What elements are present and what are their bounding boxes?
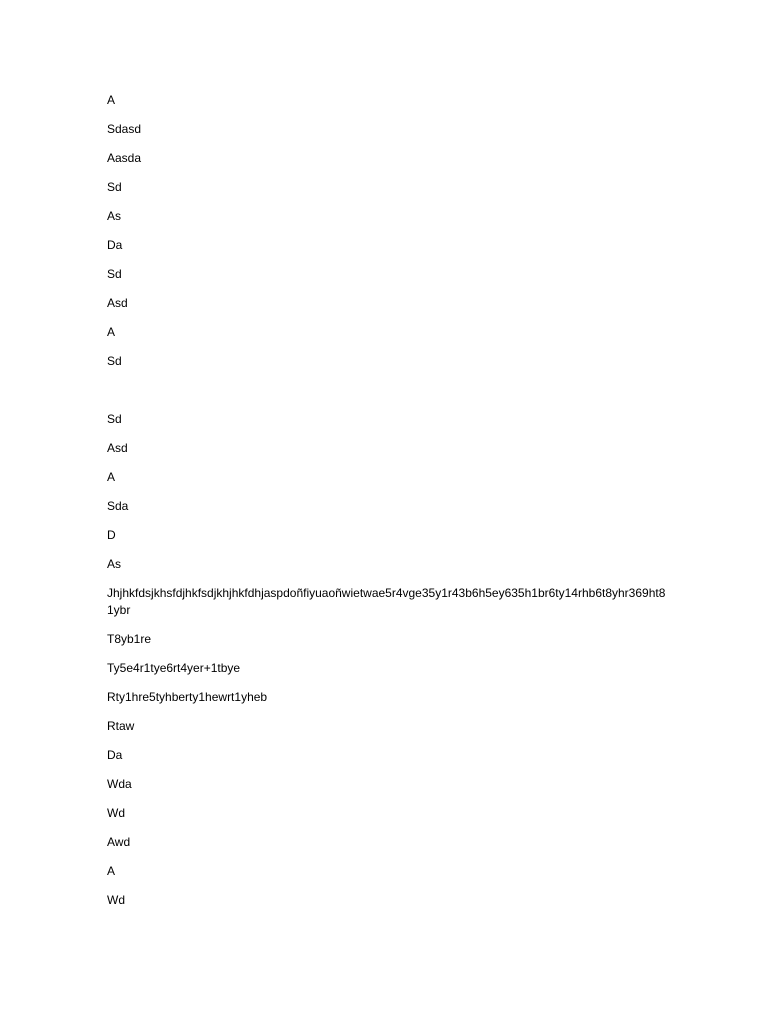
- paragraph: A: [107, 325, 116, 339]
- paragraph: Sd: [107, 412, 122, 426]
- paragraph: Asd: [107, 441, 128, 455]
- paragraph: Wda: [107, 777, 132, 791]
- document-body: [107, 92, 667, 921]
- paragraph: Sda: [107, 499, 129, 513]
- paragraph: Da: [107, 748, 123, 762]
- paragraph: D: [107, 528, 116, 542]
- paragraph: Jhjhkfdsjkhsfdjhkfsdjkhjhkfdhjaspdoñfiyuaoñwietwae5r4vge35y1r43b6h5ey635h1br6ty14rhb6t8yhr369ht81ybr: [107, 586, 666, 617]
- paragraph: Sd: [107, 354, 122, 368]
- paragraph: Rty1hre5tyhberty1hewrt1yheb: [107, 690, 268, 704]
- paragraph: Sdasd: [107, 122, 142, 136]
- paragraph: Sd: [107, 180, 122, 194]
- paragraph: Sd: [107, 267, 122, 281]
- paragraph: Da: [107, 238, 123, 252]
- paragraph: Asd: [107, 296, 128, 310]
- paragraph: Ty5e4r1tye6rt4yer+1tbye: [107, 661, 241, 675]
- paragraph: A: [107, 864, 116, 878]
- paragraph: Rtaw: [107, 719, 135, 733]
- paragraph: A: [107, 93, 116, 107]
- paragraph: Wd: [107, 893, 125, 907]
- paragraph: Wd: [107, 806, 125, 820]
- paragraph: As: [107, 557, 122, 571]
- paragraph: As: [107, 209, 122, 223]
- paragraph: Aasda: [107, 151, 142, 165]
- paragraph: T8yb1re: [107, 632, 152, 646]
- empty-paragraph: [107, 382, 667, 399]
- paragraph: A: [107, 470, 116, 484]
- paragraph: Awd: [107, 835, 131, 849]
